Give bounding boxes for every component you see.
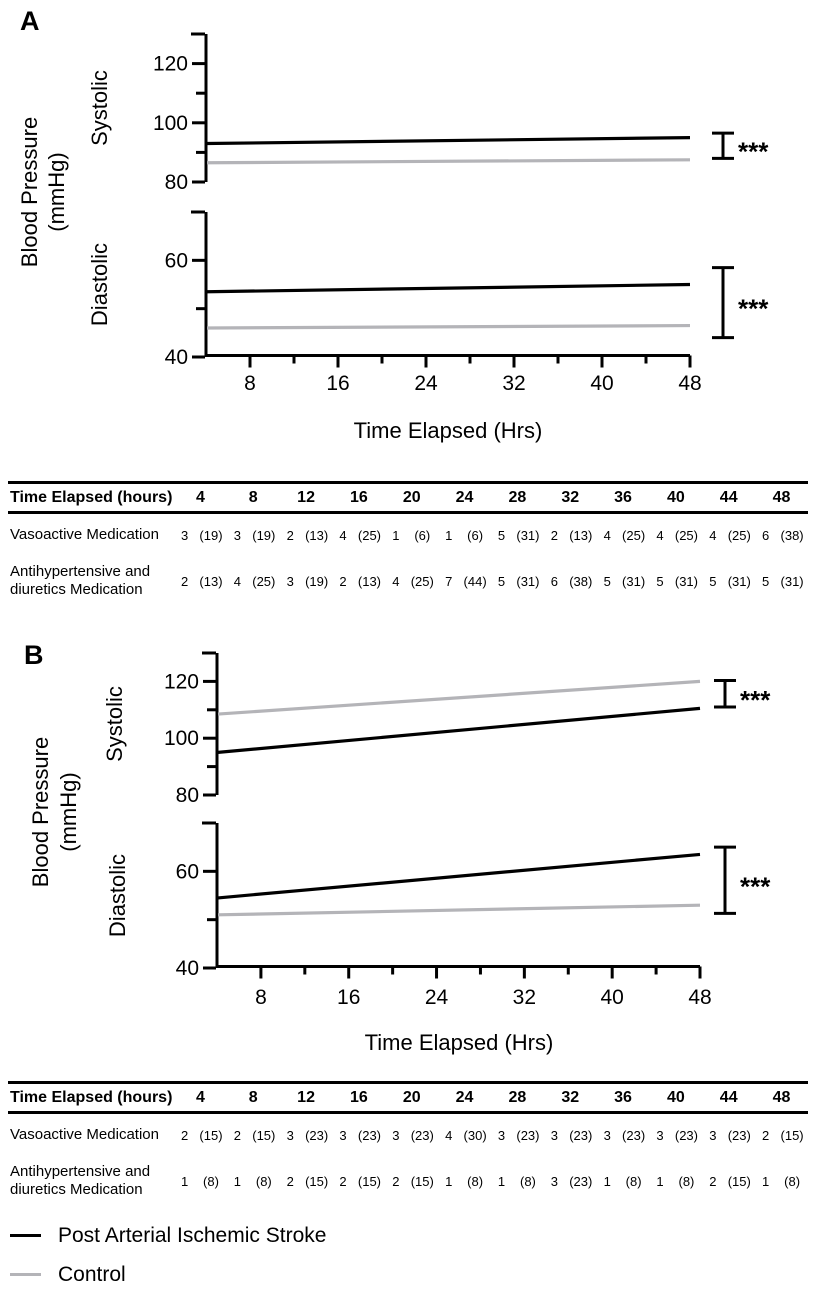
table-cell-group bbox=[597, 1174, 650, 1189]
table-cell-group bbox=[385, 1128, 438, 1143]
table-cell-group bbox=[280, 1128, 333, 1143]
table-cell-percent: (31) bbox=[780, 573, 804, 589]
table-cell-group bbox=[174, 1174, 227, 1189]
table-cell-count: 4 bbox=[603, 527, 611, 543]
table-column-header: 4 bbox=[195, 488, 205, 506]
table-cell-group bbox=[385, 1174, 438, 1189]
x-tick-label: 16 bbox=[326, 372, 350, 395]
table-column-header: 48 bbox=[772, 1088, 791, 1106]
table-cell-group bbox=[544, 1174, 597, 1189]
table-column-header: 40 bbox=[666, 1088, 685, 1106]
table-cell-percent: (8) bbox=[255, 1173, 272, 1189]
table-cell-group bbox=[174, 528, 227, 543]
table-cell-group bbox=[332, 1174, 385, 1189]
y-tick-label: 40 bbox=[175, 957, 199, 980]
table-column-header: 44 bbox=[719, 488, 738, 506]
table-cell-count: 3 bbox=[286, 573, 294, 589]
table-row bbox=[8, 1156, 808, 1206]
table-header-group bbox=[227, 1089, 280, 1107]
y-axis-label-line2: (mmHg) bbox=[44, 152, 69, 232]
table-header-cells bbox=[174, 1089, 808, 1107]
table-cell-percent: (8) bbox=[467, 1173, 484, 1189]
table-column-header: 12 bbox=[297, 1088, 315, 1106]
table-column-header: 24 bbox=[455, 488, 474, 506]
table-cell-count: 5 bbox=[603, 573, 611, 589]
table-header-group bbox=[438, 489, 491, 507]
table-cell-percent: (25) bbox=[622, 527, 646, 543]
table-cell-group bbox=[438, 1128, 491, 1143]
table-column-header: 16 bbox=[350, 1088, 368, 1106]
x-tick-label: 8 bbox=[255, 986, 267, 1009]
table-cell-group bbox=[491, 528, 544, 543]
table-header-group bbox=[280, 489, 333, 507]
table-cell-count: 2 bbox=[392, 1173, 400, 1189]
table-cell-count: 4 bbox=[445, 1127, 453, 1143]
table-cell-percent: (25) bbox=[674, 527, 698, 543]
significance-stars: *** bbox=[740, 871, 771, 902]
table-cell-percent: (31) bbox=[622, 573, 646, 589]
table-header-row bbox=[8, 1084, 808, 1114]
medication-table-panel-b bbox=[8, 1081, 808, 1206]
table-header-group bbox=[227, 489, 280, 507]
table-column-header: 24 bbox=[455, 1088, 474, 1106]
table-cell-count: 6 bbox=[550, 573, 558, 589]
table-row-label: Antihypertensive and diuretics Medication bbox=[10, 1162, 151, 1198]
table-column-header: 32 bbox=[561, 1088, 580, 1106]
table-row-label: Antihypertensive and diuretics Medication bbox=[10, 562, 151, 598]
table-cell-group bbox=[280, 1174, 333, 1189]
table-cell-count: 7 bbox=[445, 573, 453, 589]
table-cell-count: 5 bbox=[497, 573, 506, 589]
table-column-header: 40 bbox=[666, 488, 685, 506]
table-cell-percent: (44) bbox=[463, 573, 487, 589]
table-cell-count: 5 bbox=[656, 573, 664, 589]
table-header-group bbox=[280, 1089, 333, 1107]
table-header-group bbox=[597, 489, 650, 507]
table-cell-count: 2 bbox=[339, 1173, 347, 1189]
y-axis-label-line1: Blood Pressure bbox=[17, 116, 42, 268]
table-column-header: 28 bbox=[508, 1088, 527, 1106]
x-tick-label: 32 bbox=[502, 372, 526, 395]
table-cell-percent: (23) bbox=[727, 1127, 751, 1143]
y-tick-label: 120 bbox=[152, 52, 188, 76]
y-tick-label: 100 bbox=[152, 111, 188, 135]
y-axis-label-line1: Blood Pressure bbox=[28, 736, 53, 888]
x-tick-label: 8 bbox=[244, 372, 256, 395]
table-cell-percent: (31) bbox=[674, 573, 698, 589]
y-axis-label-line2: (mmHg) bbox=[56, 772, 81, 852]
table-cell-group bbox=[755, 1128, 808, 1143]
table-cell-percent: (19) bbox=[252, 527, 276, 543]
table-cell-count: 3 bbox=[550, 1173, 558, 1189]
table-cell-percent: (38) bbox=[780, 527, 804, 543]
subplot-name-label: Systolic bbox=[102, 686, 127, 762]
y-tick-label: 60 bbox=[164, 249, 188, 273]
significance-stars: *** bbox=[738, 293, 769, 324]
table-cell-percent: (13) bbox=[357, 573, 382, 589]
panel-a-label: A bbox=[20, 6, 40, 36]
table-cell-count: 4 bbox=[656, 527, 664, 543]
x-tick-label: 48 bbox=[688, 986, 712, 1009]
table-cell-count: 2 bbox=[339, 573, 347, 589]
series-line-control bbox=[207, 326, 690, 328]
table-cell-percent: (23) bbox=[569, 1127, 593, 1143]
medication-table-panel-a bbox=[8, 481, 808, 606]
table-cell-count: 4 bbox=[339, 527, 347, 543]
table-cell-group bbox=[438, 528, 491, 543]
table-row-label: Vasoactive Medication bbox=[10, 525, 159, 543]
table-row bbox=[8, 556, 808, 606]
table-cell-count: 5 bbox=[709, 573, 717, 589]
table-cell-group bbox=[174, 574, 227, 589]
x-axis-title: Time Elapsed (Hrs) bbox=[364, 1030, 554, 1055]
table-cell-count: 2 bbox=[286, 527, 294, 543]
table-cell-percent: (31) bbox=[516, 573, 540, 589]
table-cell-percent: (23) bbox=[410, 1127, 434, 1143]
table-cell-count: 3 bbox=[339, 1127, 347, 1143]
table-cell-count: 3 bbox=[392, 1127, 400, 1143]
table-cell-percent: (15) bbox=[252, 1127, 276, 1143]
table-cell-count: 2 bbox=[180, 573, 189, 589]
table-cell-percent: (25) bbox=[727, 527, 751, 543]
table-column-header: 8 bbox=[248, 1088, 258, 1106]
table-cell-percent: (6) bbox=[414, 527, 431, 543]
table-cell-group bbox=[649, 1128, 702, 1143]
table-cell-percent: (25) bbox=[357, 527, 382, 543]
table-column-header: 20 bbox=[402, 1088, 421, 1106]
table-cell-count: 3 bbox=[233, 527, 241, 543]
control-line-swatch bbox=[10, 1273, 41, 1276]
table-cell-percent: (19) bbox=[199, 527, 223, 543]
table-header-group bbox=[597, 1089, 650, 1107]
x-tick-label: 48 bbox=[678, 372, 702, 395]
table-column-header: 12 bbox=[297, 488, 315, 506]
significance-stars: *** bbox=[738, 136, 769, 167]
table-cell-group bbox=[702, 574, 755, 589]
table-cell-count: 1 bbox=[445, 1173, 453, 1189]
table-row-cells bbox=[174, 1128, 808, 1143]
table-cell-group bbox=[702, 528, 755, 543]
table-column-header: 32 bbox=[561, 488, 580, 506]
table-column-header: 4 bbox=[195, 1088, 205, 1106]
table-cell-count: 1 bbox=[497, 1173, 506, 1189]
y-tick-label: 40 bbox=[164, 346, 188, 369]
table-header-group bbox=[649, 489, 702, 507]
table-cell-group bbox=[491, 1174, 544, 1189]
table-cell-group bbox=[280, 574, 333, 589]
table-cell-percent: (6) bbox=[467, 527, 484, 543]
table-cell-count: 6 bbox=[762, 527, 770, 543]
table-cell-count: 4 bbox=[709, 527, 717, 543]
table-cell-count: 2 bbox=[180, 1127, 189, 1143]
table-cell-count: 3 bbox=[180, 527, 189, 543]
chart-legend bbox=[10, 1216, 326, 1294]
table-cell-count: 2 bbox=[762, 1127, 770, 1143]
table-cell-count: 2 bbox=[233, 1127, 241, 1143]
table-cell-percent: (15) bbox=[780, 1127, 804, 1143]
table-cell-group bbox=[544, 1128, 597, 1143]
table-cell-count: 1 bbox=[180, 1173, 189, 1189]
table-cell-percent: (8) bbox=[784, 1173, 801, 1189]
table-header-group bbox=[174, 1089, 227, 1107]
table-cell-count: 1 bbox=[392, 527, 400, 543]
table-header-group bbox=[544, 1089, 597, 1107]
table-cell-count: 3 bbox=[656, 1127, 664, 1143]
x-tick-label: 40 bbox=[590, 372, 614, 395]
table-cell-count: 3 bbox=[550, 1127, 558, 1143]
panel-b-label: B bbox=[24, 640, 44, 670]
table-cell-group bbox=[174, 1128, 227, 1143]
subplot-name-label: Diastolic bbox=[87, 242, 112, 327]
table-cell-percent: (13) bbox=[569, 527, 593, 543]
y-tick-label: 120 bbox=[163, 670, 199, 694]
table-cell-count: 5 bbox=[497, 527, 506, 543]
table-header-group bbox=[544, 489, 597, 507]
table-cell-group bbox=[702, 1128, 755, 1143]
table-header-group bbox=[755, 1089, 808, 1107]
table-header-label: Time Elapsed (hours) bbox=[10, 1088, 173, 1106]
table-cell-percent: (23) bbox=[674, 1127, 698, 1143]
table-header-group bbox=[174, 489, 227, 507]
table-cell-percent: (23) bbox=[357, 1127, 382, 1143]
series-line-post-arterial-ischemic-stroke bbox=[218, 854, 700, 898]
legend-label-control: Control bbox=[58, 1262, 126, 1286]
series-line-control bbox=[218, 905, 700, 915]
table-header-group bbox=[438, 1089, 491, 1107]
table-cell-group bbox=[649, 528, 702, 543]
table-cell-group bbox=[227, 528, 280, 543]
series-line-post-arterial-ischemic-stroke bbox=[218, 708, 700, 752]
x-tick-label: 24 bbox=[414, 372, 438, 395]
table-row-cells bbox=[174, 574, 808, 589]
table-cell-group bbox=[227, 1174, 280, 1189]
table-cell-percent: (31) bbox=[516, 527, 540, 543]
table-header-group bbox=[649, 1089, 702, 1107]
table-header-label: Time Elapsed (hours) bbox=[10, 488, 173, 506]
table-column-header: 44 bbox=[719, 1088, 738, 1106]
table-cell-count: 1 bbox=[445, 527, 453, 543]
table-row bbox=[8, 514, 808, 556]
table-row bbox=[8, 1114, 808, 1156]
table-header-group bbox=[755, 489, 808, 507]
table-cell-percent: (23) bbox=[516, 1127, 540, 1143]
table-cell-count: 1 bbox=[762, 1173, 770, 1189]
table-cell-percent: (15) bbox=[727, 1173, 751, 1189]
table-cell-percent: (8) bbox=[520, 1173, 536, 1189]
table-cell-percent: (15) bbox=[305, 1173, 329, 1189]
legend-label-post-stroke: Post Arterial Ischemic Stroke bbox=[58, 1223, 327, 1247]
table-cell-percent: (23) bbox=[569, 1173, 593, 1189]
table-row-cells bbox=[174, 1174, 808, 1189]
table-row-label: Vasoactive Medication bbox=[10, 1125, 159, 1143]
table-cell-percent: (25) bbox=[410, 573, 434, 589]
table-cell-group bbox=[597, 1128, 650, 1143]
series-line-control bbox=[207, 160, 690, 163]
x-tick-label: 32 bbox=[512, 986, 537, 1009]
series-line-post-arterial-ischemic-stroke bbox=[207, 138, 690, 144]
table-cell-group bbox=[438, 574, 491, 589]
series-line-post-arterial-ischemic-stroke bbox=[207, 285, 690, 292]
table-cell-percent: (31) bbox=[727, 573, 751, 589]
table-cell-group bbox=[385, 574, 438, 589]
table-cell-percent: (13) bbox=[305, 527, 329, 543]
table-header-row bbox=[8, 484, 808, 514]
table-cell-count: 2 bbox=[709, 1173, 717, 1189]
x-tick-label: 40 bbox=[600, 986, 624, 1009]
table-cell-percent: (15) bbox=[199, 1127, 223, 1143]
table-cell-count: 3 bbox=[603, 1127, 611, 1143]
table-header-group bbox=[702, 1089, 755, 1107]
table-cell-percent: (25) bbox=[252, 573, 276, 589]
table-column-header: 36 bbox=[614, 488, 632, 506]
table-cell-percent: (15) bbox=[357, 1173, 382, 1189]
table-header-group bbox=[385, 1089, 438, 1107]
table-cell-percent: (8) bbox=[678, 1173, 695, 1189]
table-column-header: 28 bbox=[508, 488, 527, 506]
subplot-name-label: Diastolic bbox=[105, 853, 130, 938]
table-column-header: 36 bbox=[614, 1088, 632, 1106]
table-cell-group bbox=[385, 528, 438, 543]
table-cell-group bbox=[227, 1128, 280, 1143]
table-cell-percent: (15) bbox=[410, 1173, 434, 1189]
table-cell-group bbox=[544, 574, 597, 589]
table-column-header: 48 bbox=[772, 488, 791, 506]
x-axis-title: Time Elapsed (Hrs) bbox=[353, 418, 543, 443]
x-tick-label: 24 bbox=[424, 986, 449, 1009]
table-cell-group bbox=[755, 1174, 808, 1189]
table-cell-percent: (19) bbox=[305, 573, 329, 589]
table-header-group bbox=[491, 1089, 544, 1107]
table-cell-percent: (23) bbox=[305, 1127, 329, 1143]
table-cell-group bbox=[491, 574, 544, 589]
table-header-cells bbox=[174, 489, 808, 507]
table-cell-group bbox=[597, 528, 650, 543]
table-cell-group bbox=[544, 528, 597, 543]
table-cell-group bbox=[597, 574, 650, 589]
table-header-group bbox=[332, 489, 385, 507]
table-header-group bbox=[332, 1089, 385, 1107]
table-cell-percent: (13) bbox=[199, 573, 223, 589]
table-column-header: 20 bbox=[402, 488, 421, 506]
table-cell-count: 3 bbox=[709, 1127, 717, 1143]
table-header-group bbox=[702, 489, 755, 507]
table-cell-percent: (8) bbox=[203, 1173, 219, 1189]
y-tick-label: 60 bbox=[175, 860, 199, 884]
table-cell-group bbox=[227, 574, 280, 589]
table-cell-count: 1 bbox=[603, 1173, 611, 1189]
table-cell-group bbox=[332, 1128, 385, 1143]
table-column-header: 16 bbox=[350, 488, 368, 506]
y-tick-label: 80 bbox=[175, 784, 199, 807]
table-cell-group bbox=[491, 1128, 544, 1143]
x-tick-label: 16 bbox=[337, 986, 361, 1009]
table-cell-percent: (30) bbox=[463, 1127, 487, 1143]
table-cell-group bbox=[280, 528, 333, 543]
table-cell-group bbox=[649, 574, 702, 589]
table-cell-group bbox=[755, 574, 808, 589]
table-column-header: 8 bbox=[248, 488, 258, 506]
table-cell-count: 5 bbox=[762, 573, 770, 589]
table-cell-count: 3 bbox=[497, 1127, 506, 1143]
table-cell-count: 1 bbox=[656, 1173, 664, 1189]
table-row-cells bbox=[174, 528, 808, 543]
significance-stars: *** bbox=[740, 684, 771, 715]
y-tick-label: 100 bbox=[163, 727, 199, 751]
subplot-name-label: Systolic bbox=[87, 70, 112, 146]
table-cell-group bbox=[332, 574, 385, 589]
table-cell-group bbox=[649, 1174, 702, 1189]
table-cell-group bbox=[755, 528, 808, 543]
table-cell-count: 2 bbox=[286, 1173, 294, 1189]
table-cell-count: 4 bbox=[233, 573, 241, 589]
table-cell-percent: (8) bbox=[625, 1173, 642, 1189]
table-cell-group bbox=[438, 1174, 491, 1189]
table-cell-group bbox=[332, 528, 385, 543]
table-cell-count: 3 bbox=[286, 1127, 294, 1143]
table-cell-count: 2 bbox=[550, 527, 558, 543]
series-line-control bbox=[218, 681, 700, 714]
table-cell-percent: (23) bbox=[622, 1127, 646, 1143]
table-cell-count: 4 bbox=[392, 573, 400, 589]
table-header-group bbox=[491, 489, 544, 507]
table-cell-group bbox=[702, 1174, 755, 1189]
table-cell-count: 1 bbox=[233, 1173, 241, 1189]
legend-item-post-stroke bbox=[10, 1216, 326, 1255]
post-stroke-line-swatch bbox=[10, 1234, 41, 1237]
y-tick-label: 80 bbox=[164, 171, 188, 194]
legend-item-control bbox=[10, 1255, 326, 1294]
table-header-group bbox=[385, 489, 438, 507]
table-cell-percent: (38) bbox=[569, 573, 593, 589]
